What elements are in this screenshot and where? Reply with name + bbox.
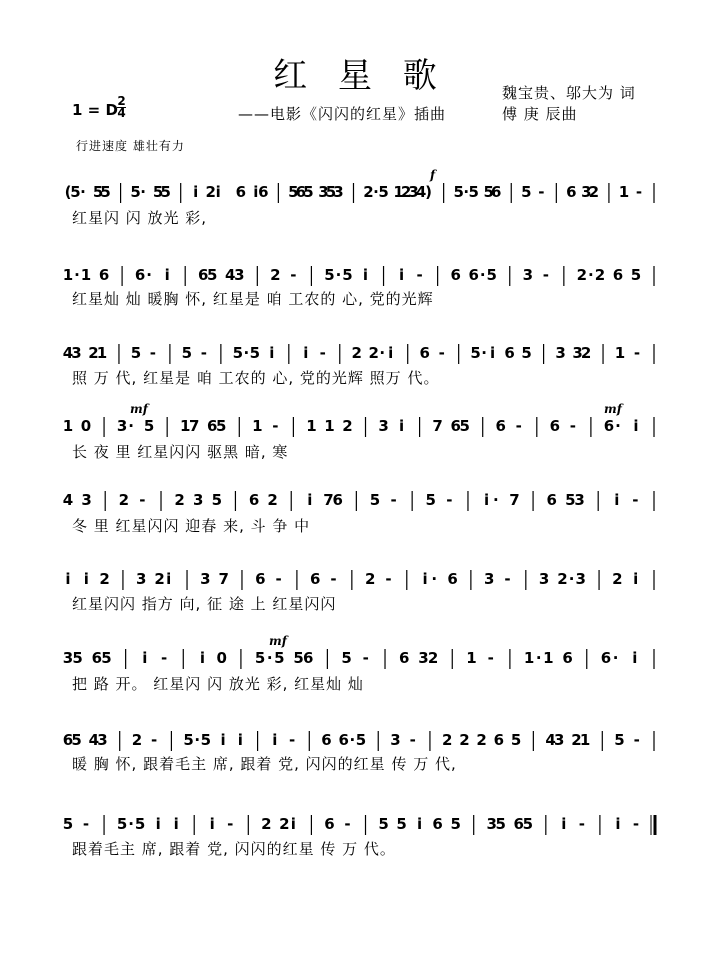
song-title: 红 星 歌 xyxy=(273,56,447,96)
note: 1 xyxy=(523,649,535,667)
note: i xyxy=(632,649,638,667)
song-subtitle: ——电影《闪闪的红星》插曲 xyxy=(238,105,447,123)
note: i xyxy=(173,815,179,833)
note: 2 xyxy=(476,731,487,749)
note: 3 xyxy=(81,491,92,509)
note: 3 xyxy=(318,183,329,201)
note: 2 xyxy=(368,344,379,362)
note: 6 xyxy=(600,649,612,667)
lyrics-line-4: 长 夜 里 红星闪闪 驱黑 暗, 寒 xyxy=(72,443,289,461)
note: 6 xyxy=(562,649,573,667)
note: · xyxy=(612,649,619,667)
note: 5 xyxy=(521,183,532,201)
note: · xyxy=(128,815,134,833)
note: · xyxy=(243,344,250,362)
note: 5 xyxy=(181,344,193,362)
note: · xyxy=(266,649,273,667)
note: - xyxy=(487,649,494,667)
note: - xyxy=(416,266,423,284)
note: 3 xyxy=(333,183,344,201)
note: · xyxy=(373,183,379,201)
note: 2 xyxy=(99,570,110,588)
lyrics-line-3: 照 万 代, 红星是 咱 工农的 心, 党的光辉 照万 代。 xyxy=(72,369,440,387)
note: i xyxy=(237,731,243,749)
note: 5 xyxy=(378,183,389,201)
note: - xyxy=(275,570,282,588)
note: 5 xyxy=(207,266,218,284)
note: 6 xyxy=(504,344,515,362)
note: 3 xyxy=(408,183,419,201)
note: 3 xyxy=(522,266,534,284)
lyrics-line-6: 红星闪闪 指方 向, 征 途 上 红星闪闪 xyxy=(72,595,337,613)
note: i xyxy=(614,491,620,509)
note: 3 xyxy=(193,491,204,509)
note: 2 xyxy=(342,417,353,435)
note: 7 xyxy=(509,491,520,509)
note: - xyxy=(330,570,337,588)
note: - xyxy=(538,183,545,201)
note: 0 xyxy=(216,649,227,667)
note: i xyxy=(417,815,423,833)
note: 5 xyxy=(130,344,142,362)
note: 1 xyxy=(466,649,477,667)
note: 2 xyxy=(594,266,606,284)
note: · xyxy=(588,266,594,284)
note: 6 xyxy=(91,649,103,667)
note: - xyxy=(438,344,445,362)
note: · xyxy=(80,183,86,201)
note: 2 xyxy=(612,570,623,588)
note: 3 xyxy=(483,570,495,588)
note: 7 xyxy=(218,570,229,588)
note: 5 xyxy=(130,183,141,201)
note: - xyxy=(385,570,392,588)
note: 6 xyxy=(310,570,321,588)
note: 3 xyxy=(418,649,429,667)
note: 2 xyxy=(118,491,130,509)
note: 1 xyxy=(62,266,74,284)
note: - xyxy=(272,417,279,435)
note: 2 xyxy=(459,731,470,749)
note: 6 xyxy=(248,491,260,509)
note: 2 xyxy=(267,491,278,509)
note: i xyxy=(199,649,206,667)
lyrics-line-9: 跟着毛主 席, 跟着 党, 闪闪的红星 传 万 代。 xyxy=(72,840,396,858)
note: 7 xyxy=(188,417,200,435)
note: 6 xyxy=(546,491,557,509)
note: 3 xyxy=(581,183,592,201)
note: 6 xyxy=(419,344,430,362)
note: · xyxy=(194,731,201,749)
note: i xyxy=(422,570,428,588)
note: 5 xyxy=(450,815,461,833)
note: i xyxy=(398,417,405,435)
note: · xyxy=(493,491,499,509)
note: 3 xyxy=(555,344,566,362)
note: 5 xyxy=(303,183,314,201)
note: 6 xyxy=(332,491,343,509)
note: 5 xyxy=(134,815,146,833)
note: i xyxy=(65,570,71,588)
note: · xyxy=(535,649,542,667)
note: i xyxy=(615,815,621,833)
note: 6 xyxy=(62,731,74,749)
note: 0 xyxy=(80,417,92,435)
note: - xyxy=(151,731,158,749)
note: 5 xyxy=(116,815,128,833)
note: 5 xyxy=(92,183,104,201)
note: 6 xyxy=(447,570,458,588)
note: 3 xyxy=(200,570,211,588)
lyrics-line-8: 暖 胸 怀, 跟着毛主 席, 跟着 党, 闪闪的红星 传 万 代, xyxy=(72,755,457,773)
dynamic-marking: f xyxy=(430,168,436,182)
note: - xyxy=(632,491,639,509)
note: - xyxy=(632,815,640,833)
note: 4 xyxy=(415,183,427,201)
note: 5 xyxy=(369,491,381,509)
note: 5 xyxy=(396,815,407,833)
note: 4 xyxy=(225,266,236,284)
note: · xyxy=(568,570,575,588)
note: - xyxy=(362,649,369,667)
note: 5 xyxy=(341,649,352,667)
note: 6 xyxy=(198,266,209,284)
lyrics-line-1: 红星闪 闪 放光 彩, xyxy=(72,209,208,227)
note: 7 xyxy=(432,417,443,435)
note: · xyxy=(379,344,386,362)
note: ( xyxy=(64,183,72,201)
note: - xyxy=(288,731,296,749)
note: - xyxy=(200,344,208,362)
note: 1 xyxy=(252,417,263,435)
note: 5 xyxy=(100,183,111,201)
note: 5 xyxy=(143,417,155,435)
note: 5 xyxy=(293,649,304,667)
note: 5 xyxy=(62,815,74,833)
note: i xyxy=(490,344,496,362)
note: 5 xyxy=(459,417,470,435)
note: i xyxy=(307,491,313,509)
note: 3 xyxy=(538,570,550,588)
note: · xyxy=(140,183,146,201)
note: 1 xyxy=(543,649,554,667)
note: 5 xyxy=(468,183,479,201)
note: 6 xyxy=(432,815,443,833)
note: · xyxy=(479,266,486,284)
note: i xyxy=(362,266,369,284)
note: 5 xyxy=(483,183,494,201)
note: 4 xyxy=(62,491,74,509)
note: 5 xyxy=(274,649,285,667)
note: 5 xyxy=(342,266,353,284)
note: 5 xyxy=(324,266,335,284)
note: - xyxy=(409,731,416,749)
note: 1 xyxy=(62,417,74,435)
note: 5 xyxy=(325,183,337,201)
composer-credit: 傅 庚 辰曲 xyxy=(502,105,578,123)
note: - xyxy=(635,183,643,201)
note: 6 xyxy=(295,183,307,201)
note: i xyxy=(633,417,639,435)
note: - xyxy=(290,266,297,284)
note: 1 xyxy=(306,417,317,435)
lyrics-line-5: 冬 里 红星闪闪 迎春 来, 斗 争 中 xyxy=(72,517,311,535)
lyrics-line-7: 把 路 开。 红星闪 闪 放光 彩, 红星灿 灿 xyxy=(72,675,364,693)
note: i xyxy=(561,815,567,833)
note: 1 xyxy=(179,417,191,435)
note: 5 xyxy=(183,731,194,749)
note: 1 xyxy=(324,417,335,435)
note: i xyxy=(83,570,89,588)
note: 3 xyxy=(486,815,497,833)
note: i xyxy=(155,815,161,833)
note: 4 xyxy=(62,344,74,362)
lyrics-line-2: 红星灿 灿 暖胸 怀, 红星是 咱 工农的 心, 党的光辉 xyxy=(72,290,434,308)
note: 2 xyxy=(88,344,99,362)
note: 3 xyxy=(378,417,389,435)
note: i xyxy=(272,731,278,749)
note: i xyxy=(166,570,172,588)
note: i xyxy=(269,344,275,362)
note: · xyxy=(463,183,470,201)
note: 5 xyxy=(378,815,389,833)
note: 2 xyxy=(363,183,374,201)
note: 3 xyxy=(572,344,583,362)
note: 5 xyxy=(522,815,534,833)
note: 5 xyxy=(355,731,367,749)
note: - xyxy=(390,491,397,509)
note: 4 xyxy=(88,731,100,749)
dynamic-marking: mf xyxy=(604,402,622,416)
note: - xyxy=(227,815,234,833)
note: 7 xyxy=(323,491,334,509)
note: · xyxy=(349,731,356,749)
note: 3 xyxy=(574,491,585,509)
note: 5 xyxy=(425,491,436,509)
note: 6 xyxy=(321,731,332,749)
note: 5 xyxy=(101,649,112,667)
note: - xyxy=(515,417,522,435)
note: 1 xyxy=(614,344,626,362)
note: 6 xyxy=(255,570,266,588)
note: - xyxy=(578,815,585,833)
note: 3 xyxy=(390,731,401,749)
note: i xyxy=(209,815,215,833)
note: i xyxy=(633,570,639,588)
note: 4 xyxy=(545,731,556,749)
note: 6 xyxy=(207,417,218,435)
note: 5 xyxy=(71,731,82,749)
note: - xyxy=(82,815,90,833)
note: 2 xyxy=(580,344,592,362)
note: 2 xyxy=(261,815,272,833)
note: 5 xyxy=(453,183,464,201)
note: 6 xyxy=(302,649,314,667)
note: 6 xyxy=(235,183,247,201)
note: 5 xyxy=(70,183,81,201)
note: 2 xyxy=(557,570,568,588)
note: i xyxy=(483,491,490,509)
note: · xyxy=(481,344,487,362)
note: i xyxy=(303,344,309,362)
note: - xyxy=(319,344,326,362)
note: 2 xyxy=(154,570,165,588)
note: 2 xyxy=(427,649,439,667)
note: 6 xyxy=(493,731,505,749)
note: i xyxy=(220,731,226,749)
note: · xyxy=(615,417,621,435)
time-signature-numerator: 2 xyxy=(117,94,126,108)
note: 3 xyxy=(136,570,147,588)
note: i xyxy=(142,649,148,667)
note: 3 xyxy=(553,731,565,749)
note: 3 xyxy=(234,266,245,284)
note: - xyxy=(542,266,549,284)
lyricist-credit: 魏宝贵、邬大为 词 xyxy=(502,84,636,102)
note: 5 xyxy=(565,491,576,509)
note: 6 xyxy=(603,417,615,435)
note: 3 xyxy=(575,570,586,588)
note: i xyxy=(253,183,259,201)
note: 5 xyxy=(495,815,506,833)
note: 1 xyxy=(393,183,404,201)
note: i xyxy=(215,183,221,201)
note: 6 xyxy=(549,417,561,435)
note: 6 xyxy=(258,183,269,201)
note: ) xyxy=(425,183,433,201)
note: 6 xyxy=(134,266,146,284)
note: - xyxy=(446,491,453,509)
time-signature-denominator: 4 xyxy=(117,106,126,120)
note: 2 xyxy=(571,731,582,749)
note: 2 xyxy=(131,731,143,749)
note: 3 xyxy=(97,731,108,749)
note: 1 xyxy=(579,731,591,749)
dynamic-marking: mf xyxy=(269,634,287,648)
note: 6 xyxy=(450,417,461,435)
note: 5 xyxy=(486,266,497,284)
note: 5 xyxy=(216,417,227,435)
note: 5 xyxy=(521,344,532,362)
note: 5 xyxy=(614,731,625,749)
note: 6 xyxy=(450,266,461,284)
note: - xyxy=(633,344,641,362)
note: 6 xyxy=(399,649,410,667)
note: i xyxy=(193,183,199,201)
note: 5 xyxy=(254,649,266,667)
note: 5 xyxy=(630,266,642,284)
note: 2 xyxy=(400,183,412,201)
dynamic-marking: mf xyxy=(130,402,148,416)
note: - xyxy=(569,417,576,435)
note: 3 xyxy=(116,417,128,435)
note: 2 xyxy=(270,266,281,284)
note: i xyxy=(388,344,394,362)
note: - xyxy=(139,491,146,509)
note: · xyxy=(146,266,152,284)
note: 2 xyxy=(441,731,453,749)
note: 5 xyxy=(152,183,164,201)
tempo-marking: 行进速度 雄壮有力 xyxy=(76,139,185,153)
note: 5 xyxy=(160,183,171,201)
note: 6 xyxy=(324,815,335,833)
note: 5 xyxy=(72,649,83,667)
note: 6 xyxy=(612,266,624,284)
note: · xyxy=(74,266,80,284)
note: 3 xyxy=(71,344,82,362)
note: 5 xyxy=(232,344,244,362)
note: 2 xyxy=(576,266,588,284)
note: 5 xyxy=(211,491,223,509)
note: 6 xyxy=(495,417,506,435)
note: 2 xyxy=(174,491,185,509)
key-signature: 1 = D xyxy=(72,101,118,119)
note: 5 xyxy=(288,183,299,201)
note: 1 xyxy=(96,344,108,362)
note: - xyxy=(344,815,351,833)
note: 5 xyxy=(470,344,481,362)
note: 3 xyxy=(62,649,74,667)
note: 6 xyxy=(566,183,577,201)
note: 6 xyxy=(491,183,502,201)
note: i xyxy=(398,266,405,284)
note: · xyxy=(128,417,134,435)
note: 2 xyxy=(205,183,216,201)
note: · xyxy=(335,266,342,284)
note: 5 xyxy=(510,731,522,749)
note: 2 xyxy=(351,344,362,362)
note: 2 xyxy=(364,570,376,588)
note: 6 xyxy=(98,266,110,284)
note: - xyxy=(149,344,157,362)
note: - xyxy=(160,649,168,667)
note: 5 xyxy=(200,731,212,749)
note: - xyxy=(504,570,511,588)
note: 1 xyxy=(80,266,92,284)
note: 1 xyxy=(618,183,630,201)
note: i xyxy=(164,266,170,284)
note: 2 xyxy=(588,183,600,201)
note: 2 xyxy=(279,815,290,833)
note: 5 xyxy=(249,344,261,362)
note: - xyxy=(633,731,640,749)
note: 6 xyxy=(338,731,349,749)
note: i xyxy=(290,815,296,833)
note: 6 xyxy=(468,266,479,284)
note: 6 xyxy=(513,815,524,833)
note: · xyxy=(431,570,438,588)
